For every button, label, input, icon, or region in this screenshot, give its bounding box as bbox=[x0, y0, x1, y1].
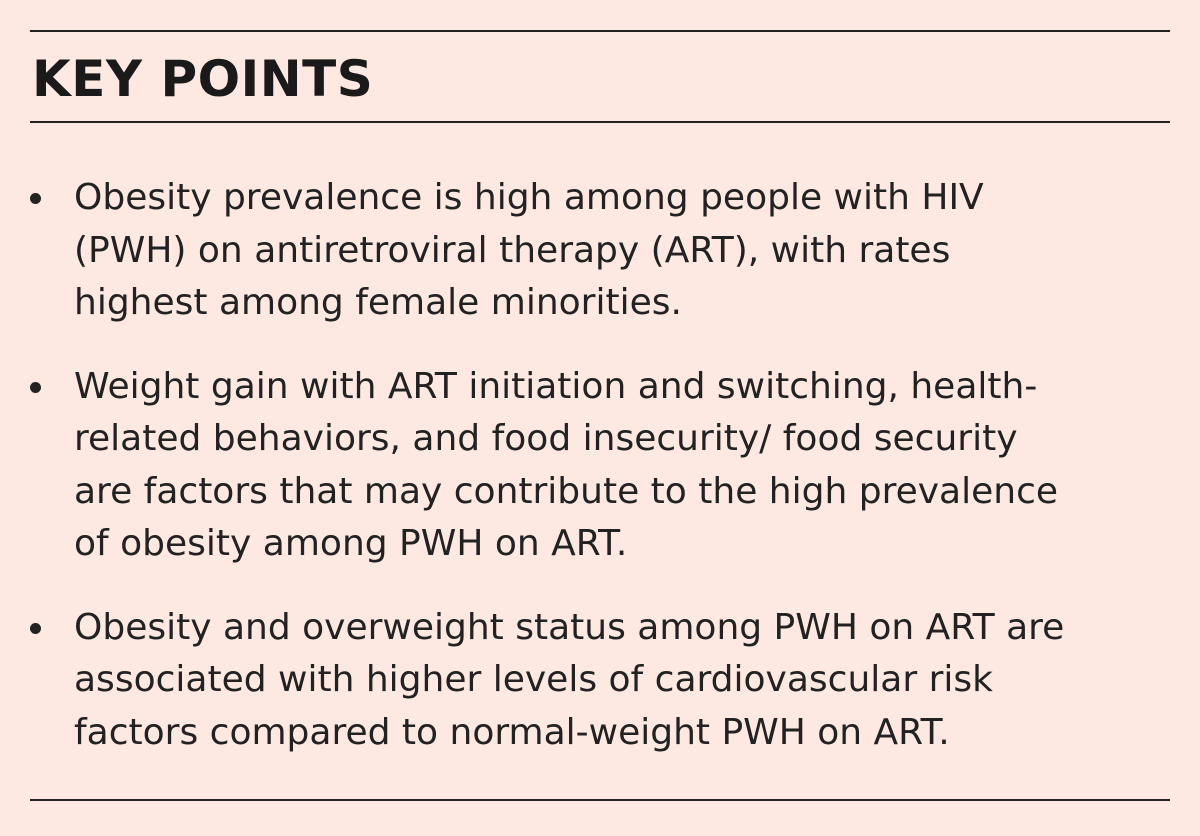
bullet-icon bbox=[30, 193, 41, 204]
bullet-icon bbox=[30, 382, 41, 393]
page-title: KEY POINTS bbox=[32, 50, 374, 108]
point-text: Obesity and overweight status among PWH on ART are associated with higher levels of cardiovascular risk factors compared to normal-weight PWH on ART. bbox=[74, 606, 1065, 753]
list-item bbox=[30, 361, 1180, 571]
point-text: Weight gain with ART initiation and switching, health- related behaviors, and food insecurity/ food security are factors that may contribute to the high prevalence of obesity among PWH on ART. bbox=[74, 365, 1059, 564]
title-divider bbox=[30, 121, 1170, 123]
bullet-icon bbox=[30, 623, 41, 634]
list-item bbox=[30, 172, 1180, 330]
point-text: Obesity prevalence is high among people with HIV (PWH) on antiretroviral therapy (ART), with rates highest among female minorities. bbox=[74, 177, 984, 323]
key-points-list bbox=[30, 172, 1180, 790]
list-item bbox=[30, 602, 1180, 760]
bottom-divider bbox=[30, 799, 1170, 801]
top-divider bbox=[30, 30, 1170, 32]
